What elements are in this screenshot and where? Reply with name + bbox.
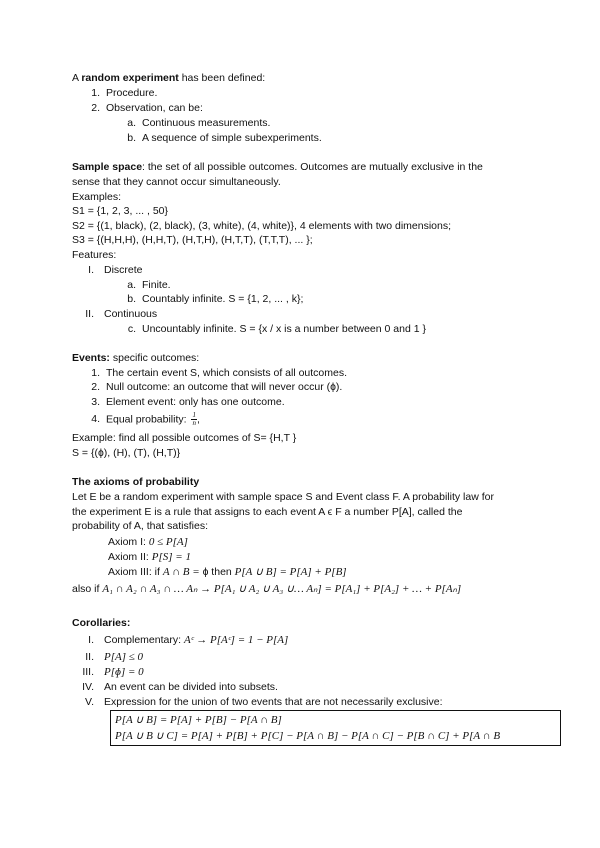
list-item [72, 308, 157, 321]
intro-suffix: has been defined: [178, 72, 266, 84]
list-text: Procedure. [106, 87, 158, 99]
list-text: A sequence of simple subexperiments. [142, 132, 322, 144]
list-text: Element event: only has one outcome. [106, 396, 285, 408]
formula-box-line-1: P[A ∪ B] = P[A] + P[B] − P[A ∩ B] [115, 714, 282, 726]
events-text: specific outcomes: [109, 352, 200, 364]
list-item [86, 381, 342, 394]
events-heading [72, 352, 199, 365]
example-s2: S2 = {(1, black), (2, black), (3, white), (4, white)}, 4 elements with two dimensions; [72, 220, 452, 232]
list-number: II. [85, 308, 94, 320]
list-item [72, 666, 144, 679]
list-text: The certain event S, which consists of all outcomes. [106, 367, 348, 379]
sample-space-term: Sample space [72, 161, 143, 173]
axiom-label: Axiom III: if [108, 566, 163, 578]
axiom-formula: 0 ≤ P[A] [148, 536, 188, 548]
list-number: 4. [91, 413, 100, 426]
axiom-connector: ɸ then [199, 566, 235, 578]
axiom-extension [72, 583, 461, 596]
list-number: b. [127, 293, 136, 305]
sample-space-line-1 [72, 161, 483, 174]
list-item [122, 132, 322, 145]
list-number: a. [127, 279, 136, 291]
features-label: Features: [72, 249, 117, 261]
axiom-extension-prefix: also if [72, 583, 103, 595]
list-item [122, 323, 426, 336]
axiom-1 [108, 536, 188, 549]
list-item [72, 634, 288, 647]
list-text: Continuous [104, 308, 158, 320]
sample-space-text: : the set of all possible outcomes. Outcomes are mutually exclusive in the [142, 161, 483, 173]
list-item [122, 279, 171, 292]
list-text: Uncountably infinite. S = {x / x is a number between 0 and 1 } [142, 323, 426, 335]
list-text: Null outcome: an outcome that will never occur (ɸ). [106, 381, 343, 393]
axiom-3 [108, 566, 347, 579]
list-text: Countably infinite. S = {1, 2, ... , k}; [142, 293, 304, 305]
list-item [72, 681, 278, 694]
list-text: Finite. [142, 279, 171, 291]
list-number: V. [85, 696, 94, 708]
list-item [72, 264, 143, 277]
axiom-2 [108, 551, 191, 564]
examples-label: Examples: [72, 191, 122, 203]
list-item [122, 117, 270, 130]
events-example: Example: find all possible outcomes of S= {H,T } [72, 432, 297, 444]
axiom-label: Axiom II: [108, 551, 152, 563]
list-text: An event can be divided into subsets. [104, 681, 278, 693]
list-number: 1. [91, 367, 100, 379]
intro-line [72, 72, 265, 85]
list-number: I. [88, 264, 94, 276]
axiom-formula: A ∩ B = [162, 566, 200, 578]
list-number: 1. [91, 87, 100, 99]
list-item [122, 293, 303, 306]
list-number: b. [127, 132, 136, 144]
corollary-formula: P[ɸ] = 0 [104, 666, 144, 678]
axioms-paragraph-line: probability of A, that satisfies: [72, 520, 208, 532]
formula-box [110, 710, 561, 746]
list-item [86, 396, 285, 409]
formula-box-line-2: P[A ∪ B ∪ C] = P[A] + P[B] + P[C] − P[A ∩ B] − P[A ∩ C] − P[B ∩ C] + P[A ∩ B [115, 730, 501, 742]
list-number: III. [82, 666, 94, 678]
intro-term: random experiment [81, 72, 179, 84]
example-s3: S3 = {(H,H,H), (H,H,T), (H,T,H), (H,T,T), (T,T,T), ... }; [72, 234, 313, 246]
list-item [86, 412, 200, 427]
list-number: 2. [91, 381, 100, 393]
list-text: Continuous measurements. [142, 117, 271, 129]
axiom-formula: P[A ∪ B] = P[A] + P[B] [234, 566, 347, 578]
corollary-formula: Aᶜ → P[Aᶜ] = 1 − P[A] [183, 634, 289, 646]
list-text: Complementary: [104, 634, 184, 646]
corollary-formula: P[A] ≤ 0 [104, 651, 144, 663]
list-text: Equal probability: [106, 413, 190, 426]
list-number: 2. [91, 102, 100, 114]
fraction-suffix: , [196, 413, 200, 426]
fraction-numerator: 1 [192, 411, 196, 419]
sample-space-line-2: sense that they cannot occur simultaneously. [72, 176, 281, 188]
axiom-label: Axiom I: [108, 536, 149, 548]
axioms-paragraph-line: the experiment E is a rule that assigns to each event A ϵ F a number P[A], called the [72, 506, 463, 518]
list-item [72, 651, 143, 664]
list-item [86, 87, 157, 100]
fraction-denominator: n [192, 419, 196, 427]
list-number: 3. [91, 396, 100, 408]
list-item [86, 102, 203, 115]
list-text: Discrete [104, 264, 143, 276]
events-term: Events: [72, 352, 110, 364]
list-item [72, 696, 443, 709]
example-s1: S1 = {1, 2, 3, ... , 50} [72, 205, 169, 217]
list-number: I. [88, 634, 94, 646]
axioms-title: The axioms of probability [72, 476, 200, 488]
list-item [86, 367, 347, 380]
axiom-formula: P[S] = 1 [151, 551, 191, 563]
list-number: IV. [82, 681, 94, 693]
list-number: c. [127, 323, 136, 335]
list-number: II. [85, 651, 94, 663]
list-text: Expression for the union of two events that are not necessarily exclusive: [104, 696, 443, 708]
events-example-set: S = {(ɸ), (H), (T), (H,T)} [72, 447, 181, 459]
intro-prefix: A [72, 72, 82, 84]
list-text: Observation, can be: [106, 102, 203, 114]
list-number: a. [127, 117, 136, 129]
corollaries-title: Corollaries: [72, 617, 131, 629]
axioms-paragraph-line: Let E be a random experiment with sample space S and Event class F. A probability law for [72, 491, 494, 503]
axiom-extension-formula: A₁ ∩ A₂ ∩ A₃ ∩ … Aₙ → P[A₁ ∪ A₂ ∪ A₃ ∪… Aₙ] = P[A₁] + P[A₂] + … + P[Aₙ] [102, 583, 462, 595]
